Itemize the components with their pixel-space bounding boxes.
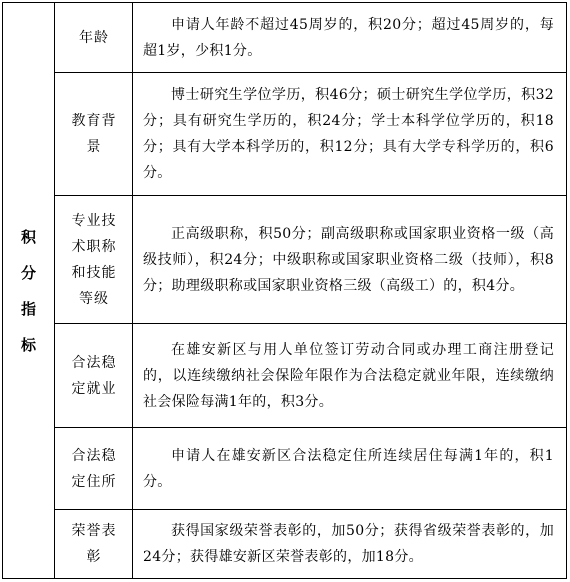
item-label: 荣誉表彰 xyxy=(71,523,117,565)
item-label: 合法稳定就业 xyxy=(71,354,117,397)
table-row xyxy=(3,196,567,324)
item-cell-age xyxy=(55,3,133,73)
item-cell-honors xyxy=(55,510,133,579)
item-label: 教育背景 xyxy=(71,113,117,155)
item-label: 年龄 xyxy=(79,29,109,46)
category-label: 积分指标 xyxy=(20,227,36,354)
description-cell-employment: 在雄安新区与用人单位签订劳动合同或办理工商注册登记的，以连续缴纳社会保险年限作为合法稳定就业年限，连续缴纳社会保险每满1年的，积3分。 xyxy=(133,324,567,428)
table-row xyxy=(3,324,567,428)
item-cell-education xyxy=(55,73,133,196)
table-row xyxy=(3,73,567,196)
description-cell-residence: 申请人在雄安新区合法稳定住所连续居住每满1年的，积1分。 xyxy=(133,428,567,510)
item-cell-residence xyxy=(55,428,133,510)
item-cell-professional-title xyxy=(55,196,133,324)
description-cell-honors: 获得国家级荣誉表彰的，加50分；获得省级荣誉表彰的，加24分；获得雄安新区荣誉表彰的，加18分。 xyxy=(133,510,567,579)
table-row xyxy=(3,3,567,73)
description-cell-professional-title: 正高级职称，积50分；副高级职称或国家职业资格一级（高级技师），积24分；中级职称或国家职业资格二级（技师），积8分；助理级职称或国家职业资格三级（高级工）的，积4分。 xyxy=(133,196,567,324)
description-cell-education: 博士研究生学位学历，积46分；硕士研究生学位学历，积32分；具有研究生学历的，积24分；学士本科学位学历的，积18分；具有大学本科学历的，积12分；具有大学专科学历的，积6分。 xyxy=(133,73,567,196)
item-label: 专业技术职称和技能等级 xyxy=(71,212,117,307)
table-row xyxy=(3,428,567,510)
points-indicator-table xyxy=(2,2,567,579)
category-cell xyxy=(3,3,55,579)
item-label: 合法稳定住所 xyxy=(71,447,117,490)
item-cell-employment xyxy=(55,324,133,428)
description-cell-age: 申请人年龄不超过45周岁的，积20分；超过45周岁的，每超1岁，少积1分。 xyxy=(133,3,567,73)
table-row xyxy=(3,510,567,579)
